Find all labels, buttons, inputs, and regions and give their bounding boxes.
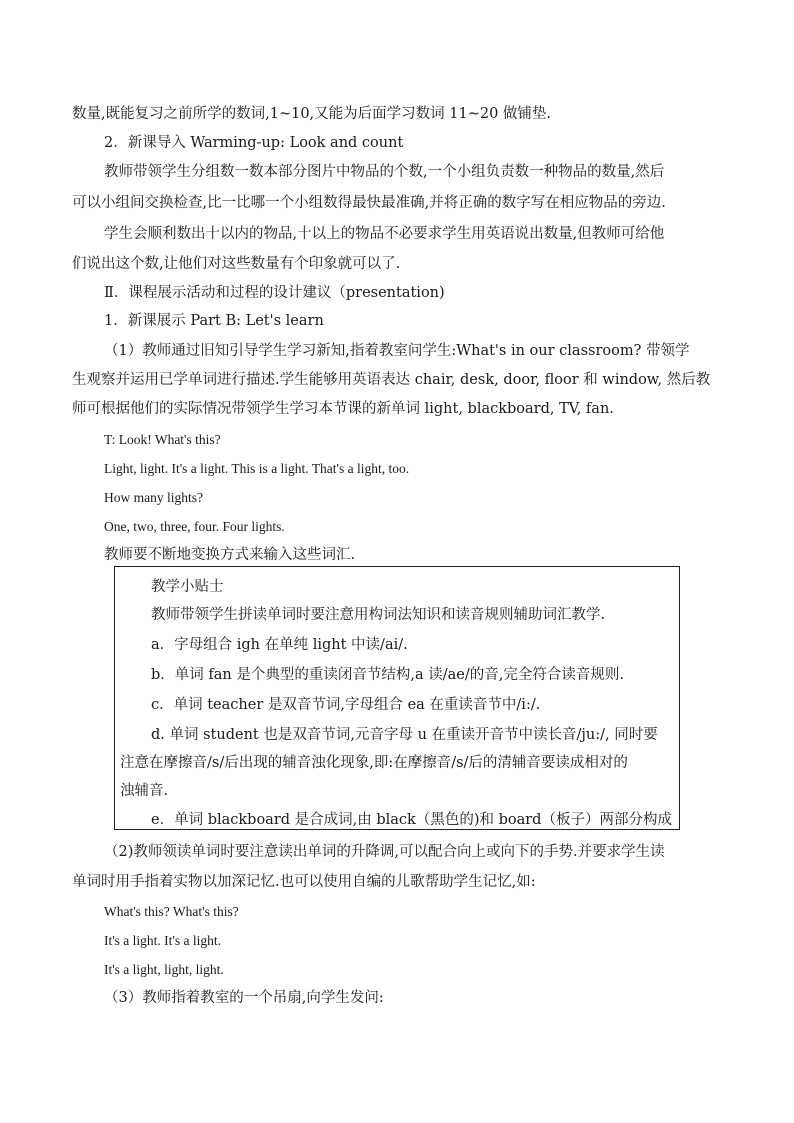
paragraph-line: （1）教师通过旧知引导学生学习新知,指着教室问学生:What's in our classroom? 带领学 [104, 343, 690, 359]
tips-line: a．字母组合 igh 在单纯 light 中读/ai/. [151, 637, 408, 653]
dialogue-line: Light, light. It's a light. This is a light. That's a light, too. [104, 461, 410, 476]
paragraph-line: 单词时用手指着实物以加深记忆.也可以使用自编的儿歌帮助学生记忆,如: [72, 874, 536, 890]
tips-line: d. 单词 student 也是双音节词,元音字母 u 在重读开音节中读长音/ju:/, 同时要 [151, 727, 658, 743]
paragraph-line: 教师要不断地变换方式来输入这些词汇. [104, 547, 356, 563]
tips-line: 注意在摩擦音/s/后出现的辅音浊化现象,即:在摩擦音/s/后的清辅音要读成相对的 [120, 755, 628, 771]
tips-line: 浊辅音. [120, 783, 169, 799]
paragraph-line: （2)教师领读单词时要注意读出单词的升降调,可以配合向上或向下的手势.并要求学生读 [104, 844, 665, 860]
paragraph-line: 师可根据他们的实际情况带领学生学习本节课的新单词 light, blackboard, TV, fan. [72, 401, 614, 417]
paragraph-line: 数量,既能复习之前所学的数词,1~10,又能为后面学习数词 11~20 做铺垫. [72, 106, 552, 122]
paragraph-line: 们说出这个数,让他们对这些数量有个印象就可以了. [72, 256, 401, 272]
tips-line: 教师带领学生拼读单词时要注意用构词法知识和读音规则辅助词汇教学. [151, 607, 606, 623]
paragraph-line: （3）教师指着教室的一个吊扇,向学生发问: [104, 990, 384, 1006]
chant-line: It's a light. It's a light. [104, 933, 221, 948]
section-heading-lets-learn: 1．新课展示 Part B: Let's learn [104, 313, 324, 329]
chant-line: It's a light, light, light. [104, 962, 224, 977]
paragraph-line: 教师带领学生分组数一数本部分图片中物品的个数,一个小组负责数一种物品的数量,然后 [104, 164, 665, 180]
tips-line: e．单词 blackboard 是合成词,由 black（黑色的)和 board（板子）两部分构成 [151, 812, 672, 828]
section-heading-presentation: Ⅱ．课程展示活动和过程的设计建议（presentation) [104, 285, 445, 301]
paragraph-line: 学生会顺利数出十以内的物品,十以上的物品不必要求学生用英语说出数量,但教师可给他 [104, 226, 665, 242]
tips-line: c．单词 teacher 是双音节词,字母组合 ea 在重读音节中/i:/. [151, 697, 541, 713]
paragraph-line: 生观察并运用已学单词进行描述.学生能够用英语表达 chair, desk, door, floor 和 window, 然后教 [72, 372, 711, 388]
tips-title: 教学小贴士 [151, 579, 224, 595]
dialogue-line: How many lights? [104, 490, 203, 505]
tips-line: b．单词 fan 是个典型的重读闭音节结构,a 读/ae/的音,完全符合读音规则. [151, 667, 624, 683]
dialogue-line: T: Look! What's this? [104, 432, 221, 447]
paragraph-line: 可以小组间交换检查,比一比哪一个小组数得最快最准确,并将正确的数字写在相应物品的旁边. [72, 195, 666, 211]
dialogue-line: One, two, three, four. Four lights. [104, 519, 285, 534]
chant-line: What's this? What's this? [104, 904, 239, 919]
section-heading-warming-up: 2．新课导入 Warming-up: Look and count [104, 135, 404, 151]
teaching-tips-box [114, 566, 680, 830]
